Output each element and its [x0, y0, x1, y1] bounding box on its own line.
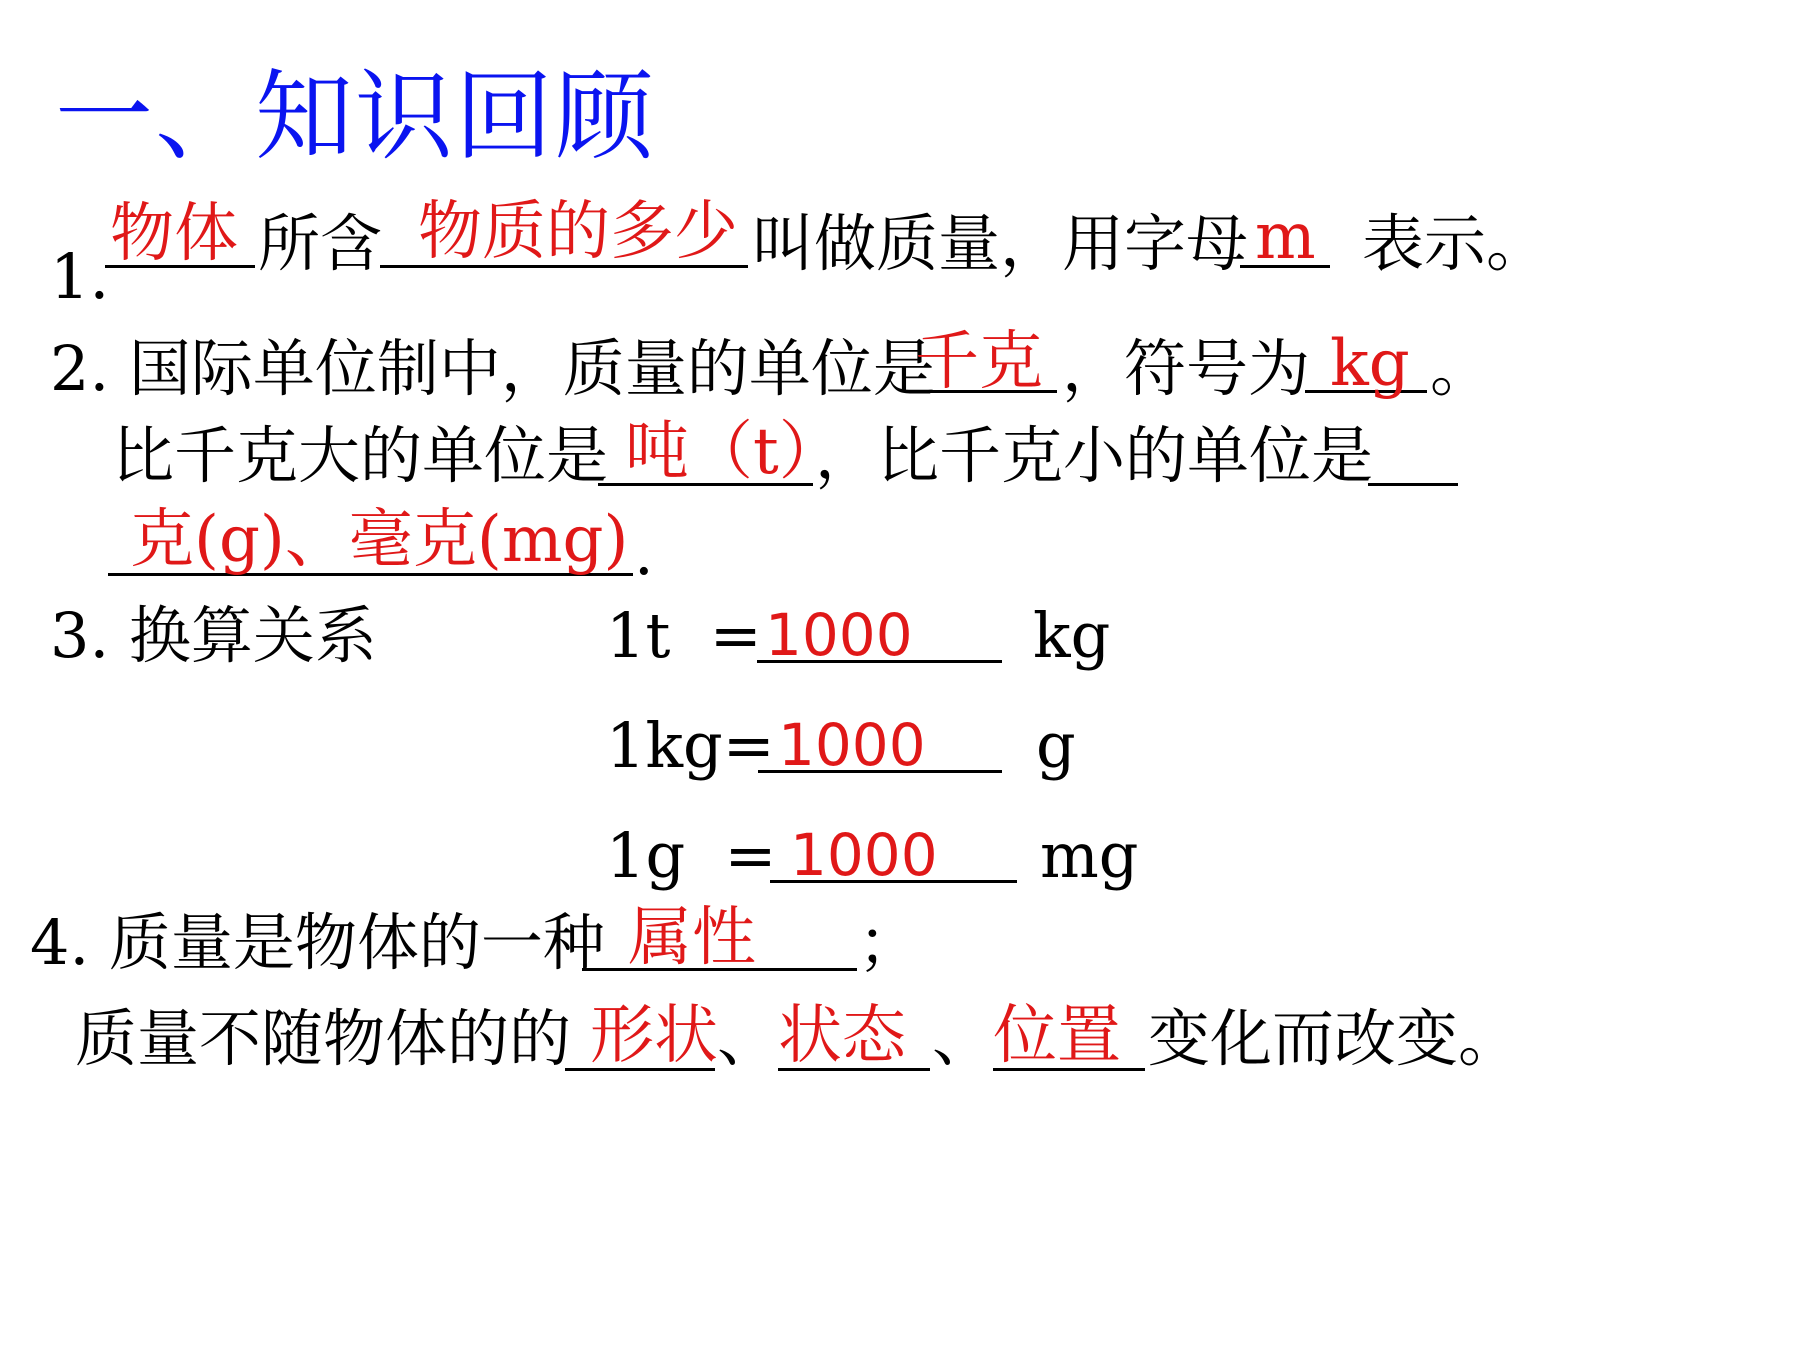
item4-text1: ； [858, 906, 921, 979]
conversion-value-1: 1000 [765, 601, 913, 669]
conversion-left-3: 1g = [606, 819, 777, 892]
item4-answer1: 属性 [628, 901, 756, 975]
item2-text2: 。 [1430, 332, 1493, 405]
item4-answer4: 位置 [993, 999, 1121, 1073]
item1-text3: 表示。 [1362, 207, 1549, 280]
item4-answer3: 状态 [778, 999, 906, 1073]
conversion-value-3: 1000 [790, 821, 938, 889]
item2-answer1: 千克 [915, 325, 1043, 399]
conversion-unit-3: mg [1040, 819, 1139, 892]
conversion-value-2: 1000 [778, 711, 926, 779]
item2-answer2: kg [1330, 327, 1410, 401]
item1-answer3: m [1255, 200, 1316, 274]
item4-sep2: 、 [932, 1002, 995, 1075]
item4-line2: 质量不随物体的的 [75, 1002, 572, 1075]
item1-answer2: 物质的多少 [418, 195, 738, 269]
item2-answer3: 吨（t） [625, 415, 843, 489]
item2-line2: 比千克大的单位是 [112, 419, 609, 492]
item1-number: 1. [50, 240, 110, 313]
item4-sep1: 、 [717, 1002, 780, 1075]
item2-line1: 2. 国际单位制中，质量的单位是 [50, 332, 935, 405]
item4-line1: 4. 质量是物体的一种 [30, 906, 605, 979]
item2-answer4: 克(g)、毫克(mg) [130, 503, 629, 577]
item1-answer1: 物体 [110, 197, 238, 271]
conversion-unit-2: g [1036, 709, 1076, 782]
conversion-unit-1: kg [1033, 599, 1111, 672]
conversion-left-2: 1kg= [606, 709, 775, 782]
item4-answer2: 形状 [590, 999, 718, 1073]
item3-label: 3. 换算关系 [50, 599, 377, 672]
item1-text2: 叫做质量，用字母 [752, 207, 1249, 280]
item4-text2: 变化而改变。 [1148, 1002, 1521, 1075]
conversion-left-1: 1t = [606, 599, 762, 672]
item2-text4: . [634, 516, 654, 589]
item2-text3: ，比千克小的单位是 [815, 419, 1374, 492]
item2-text1: ，符号为 [1062, 332, 1311, 405]
section-title: 一、知识回顾 [55, 60, 656, 174]
item2-blank4-tail [1368, 483, 1458, 486]
item1-text1: 所含 [258, 207, 383, 280]
